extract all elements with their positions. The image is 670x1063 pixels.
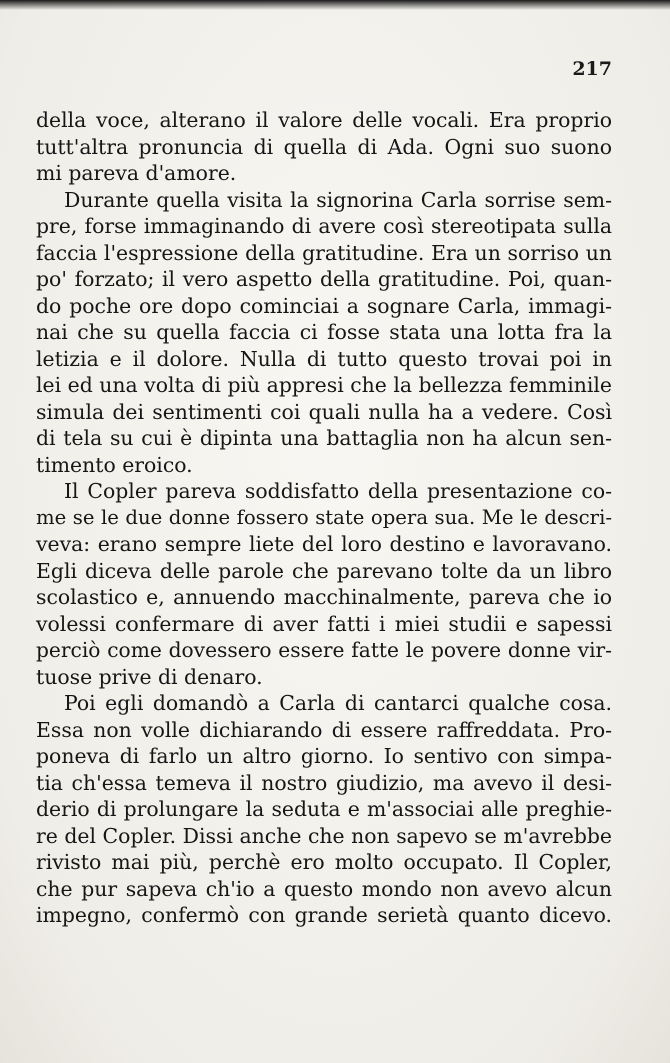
text-line: tutt'altra pronuncia di quella di Ada. Ogni suo suono — [36, 134, 612, 159]
text-line: pre, forse immaginando di avere così stereotipata sulla — [36, 214, 612, 238]
text-line: re del Copler. Dissi anche che non sapevo se m'avrebbe — [36, 823, 612, 848]
text-line: faccia l'espressione della gratitudine. Era un sorriso un — [36, 240, 612, 265]
text-line: scolastico e, annuendo macchinalmente, pareva che io — [36, 585, 612, 609]
text-line: po' forzato; il vero aspetto della gratitudine. Poi, quan- — [36, 267, 612, 291]
text-line: poneva di farlo un altro giorno. Io sentivo con simpa- — [36, 744, 612, 768]
text-line: Essa non volle dichiarando di essere raffreddata. Pro- — [36, 717, 612, 742]
page-top-shadow — [0, 0, 670, 10]
page-number: 217 — [572, 58, 612, 80]
text-line: tia ch'essa temeva il nostro giudizio, ma avevo il desi- — [36, 770, 612, 795]
text-line: di tela su cui è dipinta una battaglia non ha alcun sen- — [36, 426, 612, 450]
paragraph — [36, 690, 612, 929]
paragraph — [36, 478, 612, 690]
text-line: Durante quella visita la signorina Carla sorrise sem- — [64, 187, 612, 212]
text-line: Egli diceva delle parole che parevano tolte da un libro — [36, 558, 612, 583]
text-line: della voce, alterano il valore delle vocali. Era proprio — [36, 108, 612, 132]
text-line: rivisto mai più, perchè ero molto occupato. Il Copler, — [36, 850, 612, 874]
text-line: me se le due donne fossero state opera sua. Me le descri- — [36, 505, 612, 529]
paragraph — [36, 187, 612, 479]
text-line: nai che su quella faccia ci fosse stata una lotta fra la — [36, 320, 612, 344]
text-line: tuose prive di denaro. — [36, 664, 263, 689]
text-line: derio di prolungare la seduta e m'associai alle preghie- — [36, 797, 612, 821]
text-line: simula dei sentimenti coi quali nulla ha a vedere. Così — [36, 399, 612, 424]
text-line: mi pareva d'amore. — [36, 161, 237, 185]
text-line: veva: erano sempre liete del loro destino e lavoravano. — [36, 532, 612, 556]
paragraph — [36, 107, 612, 187]
text-line: che pur sapeva ch'io a questo mondo non avevo alcun — [36, 876, 612, 901]
text-line: do poche ore dopo cominciai a sognare Carla, immagi- — [36, 293, 612, 318]
text-line: timento eroico. — [36, 452, 193, 477]
text-line: Il Copler pareva soddisfatto della presentazione co- — [64, 479, 612, 503]
text-line: impegno, confermò con grande serietà quanto dicevo. — [36, 903, 612, 927]
text-line: volessi confermare di aver fatti i miei studii e sapessi — [36, 611, 612, 636]
body-text — [36, 107, 612, 929]
text-line: letizia e il dolore. Nulla di tutto questo trovai poi in — [36, 346, 612, 371]
text-line: perciò come dovessero essere fatte le povere donne vir- — [36, 638, 612, 662]
text-line: Poi egli domandò a Carla di cantarci qualche cosa. — [64, 691, 612, 715]
text-line: lei ed una volta di più appresi che la bellezza femminile — [36, 373, 612, 397]
